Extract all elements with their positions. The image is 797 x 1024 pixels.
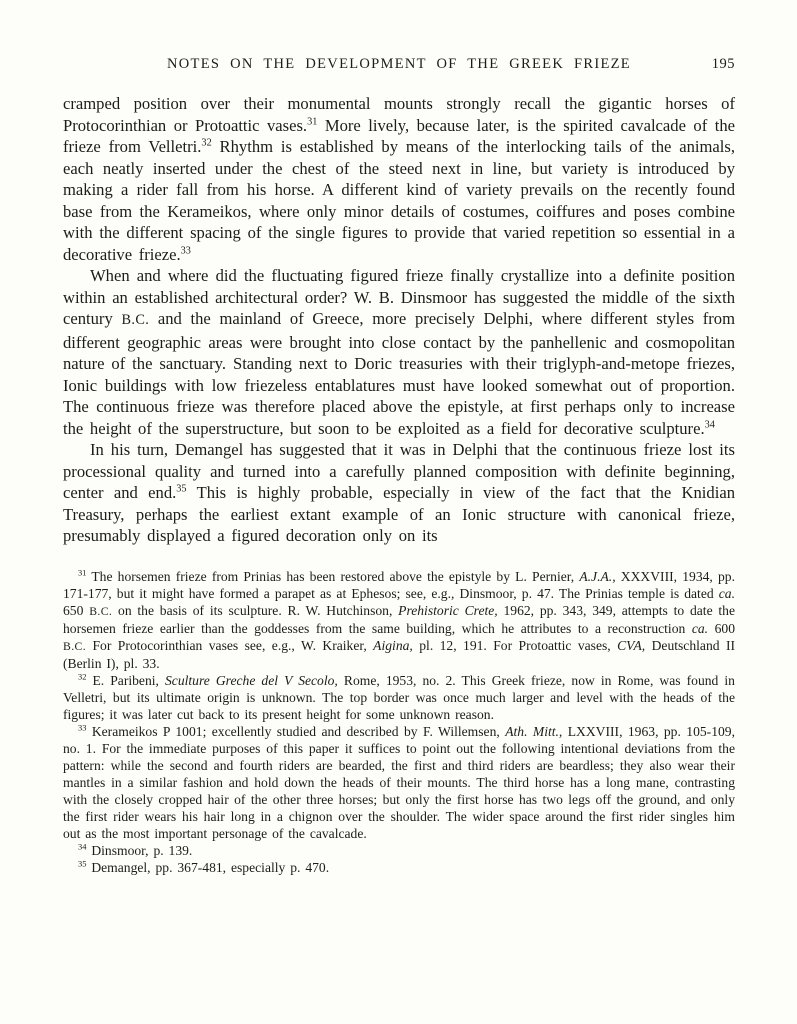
- text-run: 1962, pp. 343, 349, attempts to date the horsemen frieze earlier than the goddesses from the same building, which he attributes to a reconstruction: [63, 602, 735, 636]
- footnote-marker: 34: [78, 840, 87, 851]
- footnote-marker: 34: [704, 418, 715, 430]
- text-run: Dinsmoor, p. 139.: [86, 842, 193, 858]
- footnote-marker: 31: [78, 566, 87, 577]
- footnote-marker: 35: [78, 857, 87, 868]
- text-run: Kerameikos P 1001; excellently studied and described by F. Willemsen,: [86, 723, 506, 739]
- text-run: ca.: [718, 585, 735, 601]
- footnote-marker: 33: [180, 244, 191, 256]
- footnote-marker: 35: [176, 483, 187, 495]
- text-run: CVA,: [617, 637, 646, 653]
- footnote: [63, 568, 735, 672]
- text-run: More lively, because later, is the spirited cavalcade of the frieze from Velletri.: [63, 115, 735, 156]
- text-run: cramped position over their monumental mounts strongly recall the gigantic horses of Protocorinthian or Protoattic vases.: [63, 94, 735, 135]
- text-run: LXXVIII, 1963, pp. 105-109, no. 1. For the immediate purposes of this paper it suffices to point out the following intentional deviations from the pattern: while the second and fourth riders are bearded, the first and third riders are beardless; they also wear their mantles in a similar fashion and hold down the heads of their mounts. The third horse has a long mane, contrasting with the closely cropped hair of the other three horses; but only the first horse has two legs off the ground, and only the first rider wears his hair long in a chignon over the shoulder. The wider space around the first rider singles him out as the most important personage of the cavalcade.: [63, 723, 735, 841]
- text-run: In his turn, Demangel has suggested that it was in Delphi that the continuous frieze lost its processional quality and turned into a carefully planned composition with definite beginning, center and end.: [63, 440, 735, 502]
- text-run: ca.: [691, 620, 709, 636]
- text-run: Sculture Greche del V Secolo,: [165, 672, 338, 688]
- footnote: [63, 723, 735, 842]
- footnotes: [63, 568, 735, 876]
- body-paragraph: [63, 439, 735, 547]
- text-run: The horsemen frieze from Prinias has been restored above the epistyle by L. Pernier,: [86, 568, 580, 584]
- text-run: on the basis of its sculpture. R. W. Hutchinson,: [112, 602, 399, 618]
- text-run: B.C.: [89, 604, 113, 618]
- text-run: Rome, 1953, no. 2. This Greek frieze, now in Rome, was found in Velletri, but its ultimate origin is unknown. The top border was once much larger and level with the heads of the figures; it was later cut back to its present height for some unknown reason.: [63, 672, 735, 722]
- text-run: 600: [708, 620, 735, 636]
- footnote-marker: 32: [201, 137, 212, 149]
- text-run: and the mainland of Greece, more precisely Delphi, where different styles from different geographic areas were brought into close contact by the panhellenic and cosmopolitan nature of the sanctuary. Standing next to Doric treasuries with their triglyph-and-metope friezes, Ionic buildings with low friezeless entablatures must have looked somewhat out of proportion. The continuous frieze was therefore placed above the epistyle, at first perhaps only to increase the height of the superstructure, but soon to be exploited as a field for decorative sculpture.: [63, 309, 735, 438]
- page-title: NOTES ON THE DEVELOPMENT OF THE GREEK FRIEZE: [167, 56, 631, 72]
- text-run: pl. 12, 191. For Protoattic vases,: [412, 637, 618, 653]
- text-run: Prehistoric Crete,: [398, 602, 498, 618]
- footnote-marker: 32: [78, 670, 87, 681]
- footnote-marker: 33: [78, 721, 87, 732]
- text-run: Aigina,: [373, 637, 413, 653]
- text-run: Demangel, pp. 367-481, especially p. 470.: [86, 859, 330, 875]
- footnote: [63, 672, 735, 723]
- text-run: XXXVIII, 1934, pp. 171-177, but it might have formed a parapet as at Ephesos; see, e.g., Dinsmoor, p. 47. The Prinias temple is dated: [63, 568, 735, 601]
- body-paragraph: [63, 93, 735, 265]
- text-run: This is highly probable, especially in view of the fact that the Knidian Treasury, perhaps the earliest extant example of an Ionic structure with canonical frieze, presumably displayed a figured decoration only on its: [63, 483, 735, 545]
- text-run: For Protocorinthian vases see, e.g., W. Kraiker,: [86, 637, 374, 653]
- running-header: [63, 56, 735, 78]
- text-run: When and where did the fluctuating figured frieze finally crystallize into a definite position within an established architectural order? W. B. Dinsmoor has suggested the middle of the sixth century: [63, 266, 735, 328]
- text-run: A.J.A.,: [579, 568, 616, 584]
- text-run: Rhythm is established by means of the interlocking tails of the animals, each neatly inserted under the chest of the steed next in line, but variety is introduced by making a rider fall from his horse. A different kind of variety prevails on the recently found base from the Kerameikos, where only minor details of costumes, coiffures and poses combine with the different spacing of the single figures to provide that varied repetition so essential in a decorative frieze.: [63, 137, 735, 264]
- text-run: 650: [63, 602, 90, 618]
- text-run: B.C.: [63, 639, 87, 653]
- text-run: Ath. Mitt.,: [505, 723, 563, 739]
- footnote-marker: 31: [307, 115, 318, 127]
- text-run: B.C.: [121, 312, 150, 328]
- body-paragraph: [63, 265, 735, 439]
- footnote: [63, 842, 735, 859]
- text-run: Deutschland II (Berlin I), pl. 33.: [63, 637, 736, 671]
- page-number: 195: [711, 56, 735, 72]
- body-text: [63, 93, 735, 547]
- footnote: [63, 859, 735, 876]
- text-run: E. Paribeni,: [86, 672, 165, 688]
